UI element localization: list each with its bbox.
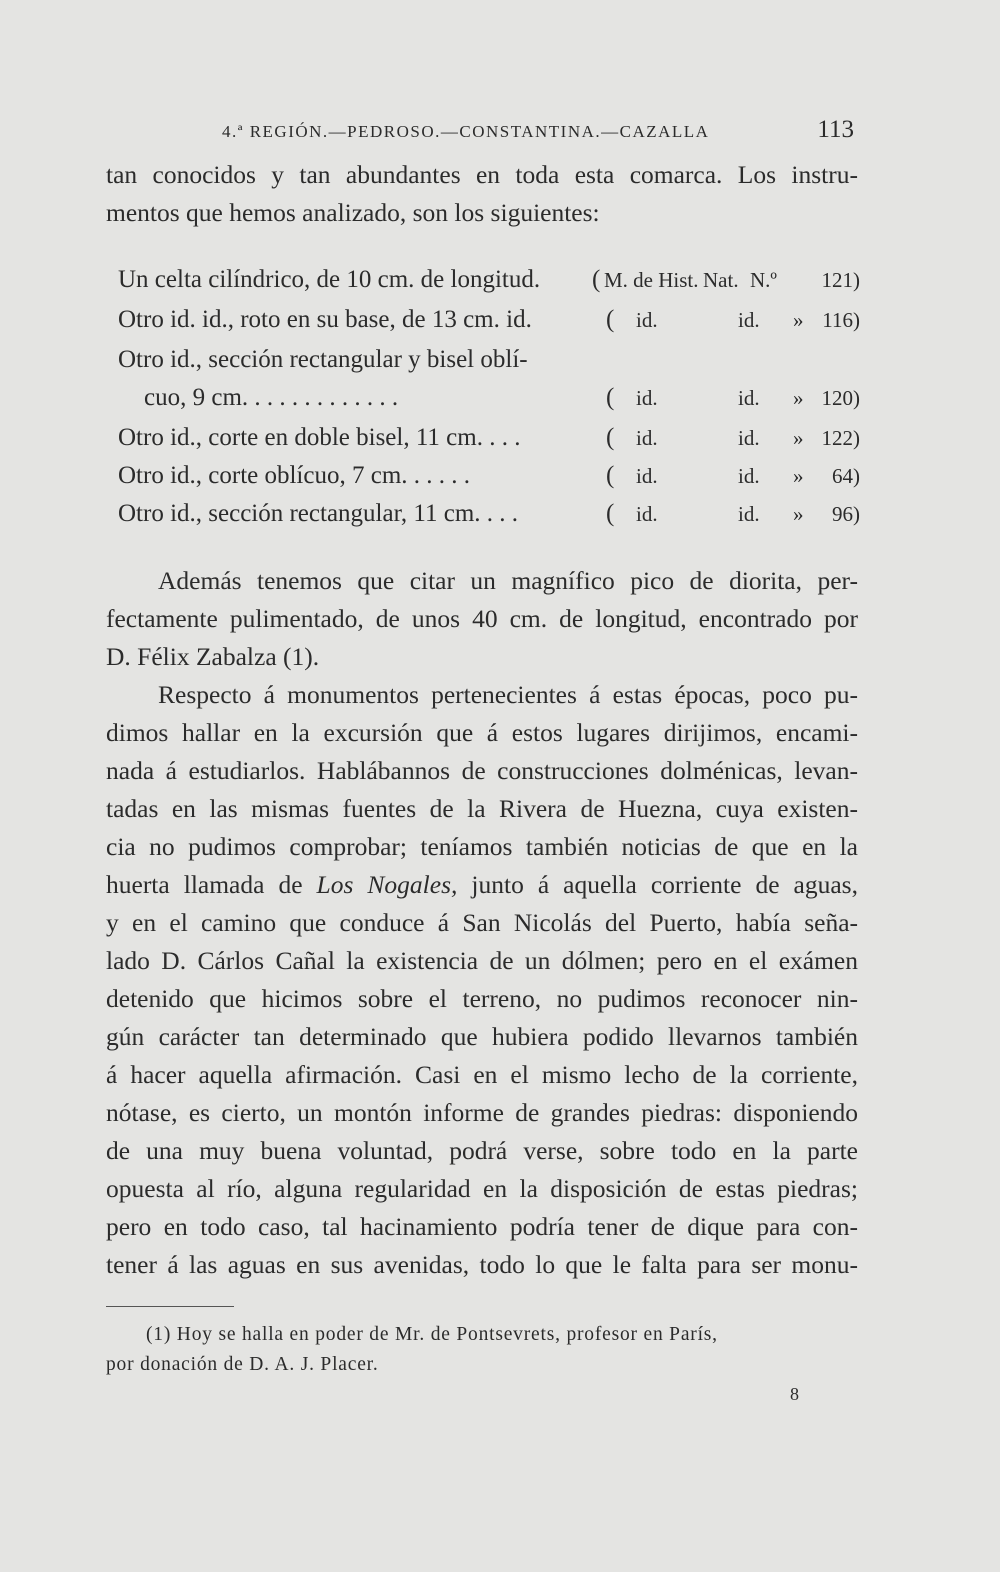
place-name-italic: Los Nogales,	[316, 870, 458, 899]
signature-mark: 8	[790, 1384, 799, 1404]
running-header	[222, 116, 854, 146]
list-item: Otro id. id., roto en su base, de 13 cm. id. ( id. id. » 116)	[118, 306, 860, 333]
book-page: 4.ª REGIÓN.—PEDROSO.—CONSTANTINA.—CAZALLA 113 tan conocidos y tan abundantes en toda esta comarca. Los instru- mentos que hemos analizado, son los siguientes: Un celta cilíndrico, de 10 cm. de longitud. ( M. de Hist. Nat. N.º 121) Otro id. id., roto en su base, de 13 cm. id. ( id. id. » 116) Otro id., sección rectangular y bisel oblí- cuo, 9 cm. . . . . . . . . . . . . ( id. id. » 120) Otro id., corte en doble bisel, 11 cm. . . . ( id. id. » 122) Otro id., corte oblícuo, 7 cm. . . . . . ( id. id. » 64) Otro id., sección rectangular, 11 cm. . . . ( id. id. » 96) Además tenemos que citar un magnífico pico de diorita, per- fectamente pulimentado, de unos 40 cm. de longitud, encontrado por D. Félix Zabalza (1). Respecto á monumentos pertenecientes á estas épocas, poco pu- dimos hallar en la excursión que á estos lugares dirijimos, encami- nada á estudiarlos. Hablábannos de construcciones dolménicas, levan- tadas en las mismas fuentes de la Rivera de Huezna, cuya existen- cia no pudimos comprobar; teníamos también noticias de que en la huerta llamada de Los Nogales, junto á aquella corriente de aguas, y en el camino que conduce á San Nicolás del Puerto, había seña- lado D. Cárlos Cañal la existencia de un dólmen; pero en el exámen detenido que hicimos sobre el terreno, no pudimos reconocer nin- gún carácter tan determinado que hubiera podido llevarnos también á hacer aquella afirmación. Casi en el mismo lecho de la corriente, nótase, es cierto, un montón informe de grandes piedras: disponiendo de una muy buena voluntad, podrá verse, sobre todo en la parte opuesta al río, alguna regularidad en la disposición de estas piedras; pero en todo caso, tal hacinamiento podría tener de dique para con- tener á las aguas en sus avenidas, todo lo que le falta para ser monu- (1) Hoy se halla en poder de Mr. de Pontsevrets, profesor en París, por donación de D. A. J. Placer. 8	[106, 116, 860, 1404]
footnote-rule	[106, 1306, 234, 1307]
line-los-nogales: huerta llamada de Los Nogales, junto á aquella corriente de aguas,	[106, 870, 858, 899]
list-item: Otro id., sección rectangular, 11 cm. . . . ( id. id. » 96)	[118, 500, 860, 527]
list-item: Otro id., corte en doble bisel, 11 cm. . . . ( id. id. » 122)	[118, 424, 860, 451]
intro-line-2: mentos que hemos analizado, son los siguientes:	[106, 198, 600, 227]
page-number: 113	[817, 116, 854, 143]
list-item: cuo, 9 cm. . . . . . . . . . . . . ( id. id. » 120)	[144, 384, 860, 411]
running-title: 4.ª REGIÓN.—PEDROSO.—CONSTANTINA.—CAZALLA	[222, 122, 710, 141]
list-item: Otro id., corte oblícuo, 7 cm. . . . . . ( id. id. » 64)	[118, 462, 860, 489]
intro-line-1: tan conocidos y tan abundantes en toda esta comarca. Los instru-	[106, 160, 858, 189]
list-item: Un celta cilíndrico, de 10 cm. de longitud. ( M. de Hist. Nat. N.º 121)	[118, 266, 860, 293]
list-item: Otro id., sección rectangular y bisel oblí-	[118, 346, 528, 373]
